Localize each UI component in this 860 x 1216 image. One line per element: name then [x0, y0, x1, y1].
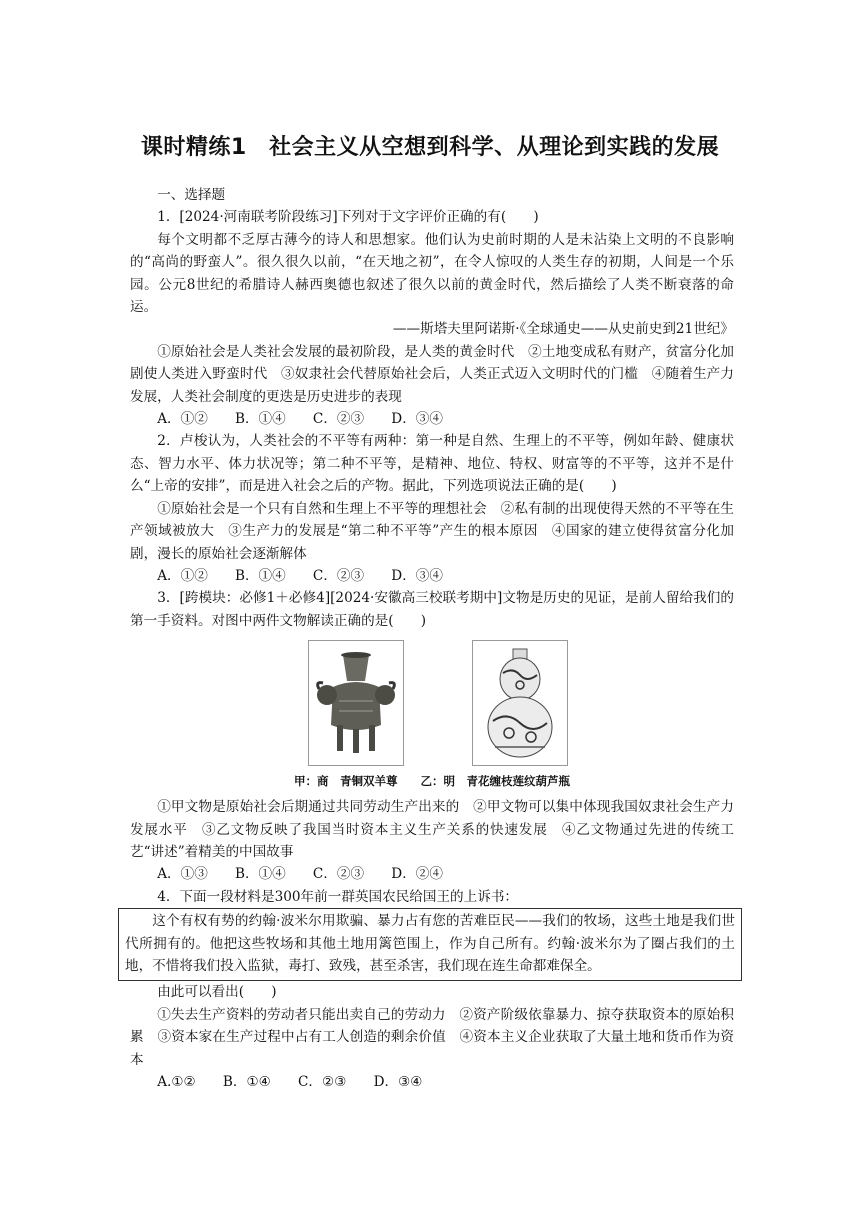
page-title: 课时精练1 社会主义从空想到科学、从理论到实践的发展	[140, 135, 720, 160]
q3-stem: 3．[跨模块：必修1＋必修4][2024·安徽高三校联考期中]文物是历史的见证，是前人留给我们的第一手资料。对图中两件文物解读正确的是( )	[130, 590, 734, 629]
q1-options: A．①② B．①④ C．②③ D．③④	[157, 411, 443, 428]
q1-material: 每个文明都不乏厚古薄今的诗人和思想家。他们认为史前时期的人是未沾染上文明的不良影响的“高尚的野蛮人”。很久很久以前，“在天地之初”，在令人惊叹的人类生存的初期，人间是一个乐园。公元8世纪的希腊诗人赫西奥德也叙述了很久以前的黄金时代，然后描绘了人类不断衰落的命运。	[130, 231, 734, 316]
q4-options: A.①② B．①④ C．②③ D．③④	[157, 1074, 423, 1090]
gourd-vase-image	[472, 640, 568, 766]
question-body	[125, 184, 735, 1093]
q4-material-box	[118, 908, 742, 981]
artifact-figures	[130, 636, 734, 796]
q4-lead: 由此可以看出( )	[157, 984, 277, 1001]
q4-material: 这个有权有势的约翰·波米尔用欺骗、暴力占有您的苦难臣民——我们的牧场，这些土地是我们世代所拥有的。他把这些牧场和其他土地用篱笆围上，作为自己所有。约翰·波米尔为了圈占我们的土地，不惜将我们投入监狱，毒打、致残，甚至杀害，我们现在连生命都难保全。	[125, 913, 735, 974]
bronze-zun-image	[308, 640, 404, 766]
q2-stem: 2．卢梭认为，人类社会的不平等有两种：第一种是自然、生理上的不平等，例如年龄、健康状态、智力水平、体力状况等；第二种不平等，是精神、地位、特权、财富等的不平等，这并不是什么“上帝的安排”，而是进入社会之后的产物。据此，下列选项说法正确的是( )	[130, 433, 734, 495]
q2-options: A．①② B．①④ C．②③ D．③④	[157, 567, 443, 584]
q4-stem: 4．下面一段材料是300年前一群英国农民给国王的上诉书：	[157, 888, 519, 905]
q4-statements: ①失去生产资料的劳动者只能出卖自己的劳动力 ②资产阶级依靠暴力、掠夺获取资本的原始积累 ③资本家在生产过程中占有工人创造的剩余价值 ④资本主义企业获取了大量土地和货币作为资本	[130, 1006, 734, 1068]
q1-citation: ——斯塔夫里阿诺斯·《全球通史——从史前史到21世纪》	[392, 321, 734, 338]
section-heading: 一、选择题	[157, 187, 226, 203]
q2-statements: ①原始社会是一个只有自然和生理上不平等的理想社会 ②私有制的出现使得天然的不平等在生产领域被放大 ③生产力的发展是“第二种不平等”产生的根本原因 ④国家的建立使得贫富分化加剧，漫长的原始社会逐渐解体	[130, 500, 734, 562]
q1-stem: 1．[2024·河南联考阶段练习]下列对于文字评价正确的有( )	[157, 209, 539, 226]
q3-statements: ①甲文物是原始社会后期通过共同劳动生产出来的 ②甲文物可以集中体现我国奴隶社会生产力发展水平 ③乙文物反映了我国当时资本主义生产关系的快速发展 ④乙文物通过先进的传统工艺“讲述”着精美的中国故事	[130, 799, 734, 860]
q1-statements: ①原始社会是人类社会发展的最初阶段，是人类的黄金时代 ②土地变成私有财产，贫富分化加剧使人类进入野蛮时代 ③奴隶社会代替原始社会后，人类正式迈入文明时代的门槛 ④随着生产力发展，人类社会制度的更迭是历史进步的表现	[130, 343, 734, 405]
figure-caption: 甲：商 青铜双羊尊 乙：明 青花缠枝莲纹葫芦瓶	[294, 774, 570, 789]
q3-options: A．①③ B．①④ C．②③ D．②④	[157, 866, 443, 883]
